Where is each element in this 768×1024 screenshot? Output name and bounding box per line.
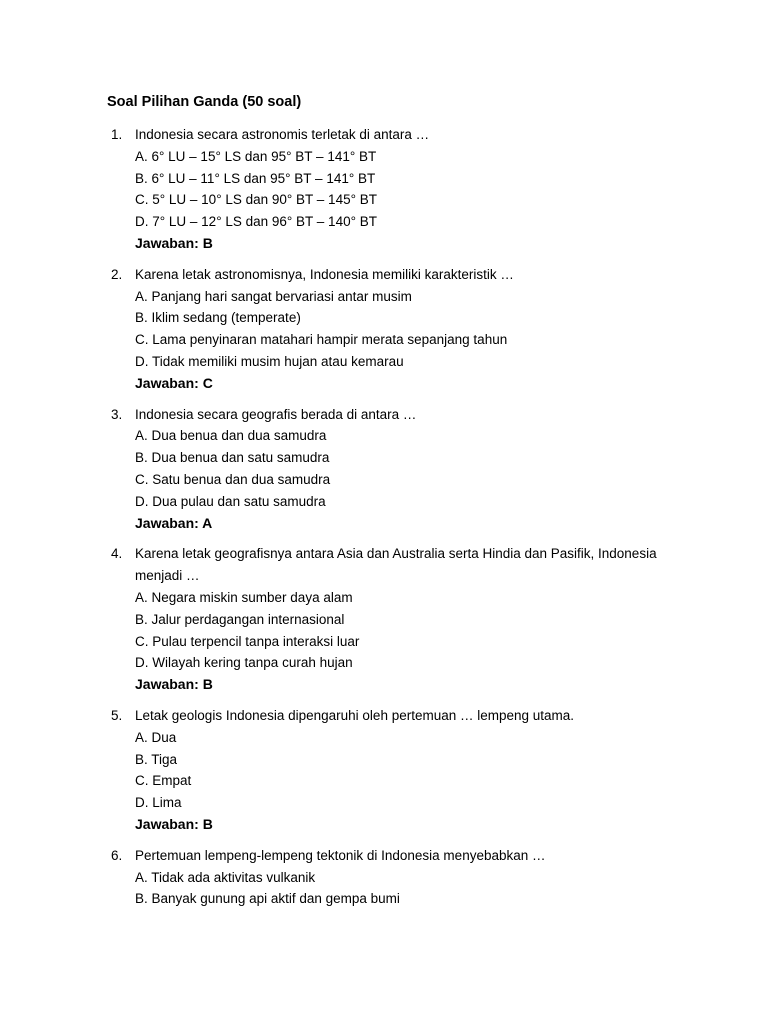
option-c: C. 5° LU – 10° LS dan 90° BT – 145° BT — [135, 192, 377, 208]
question-body — [135, 124, 675, 255]
answer-key: Jawaban: C — [135, 374, 213, 391]
question-item — [0, 845, 768, 910]
option-a: A. Dua benua dan dua samudra — [135, 428, 327, 444]
option-a: A. Dua — [135, 729, 177, 745]
question-text: Pertemuan lempeng-lempeng tektonik di Indonesia menyebabkan … — [135, 847, 546, 863]
answer-key: Jawaban: B — [135, 815, 213, 832]
option-b: B. Tiga — [135, 751, 178, 767]
option-b: B. Jalur perdagangan internasional — [135, 611, 345, 627]
option-d: D. Wilayah kering tanpa curah hujan — [135, 655, 353, 671]
question-text: Karena letak astronomisnya, Indonesia memiliki karakteristik … — [135, 266, 514, 282]
option-list — [135, 727, 675, 814]
question-number: 4. — [111, 546, 123, 562]
option-c: C. Lama penyinaran matahari hampir merata sepanjang tahun — [135, 332, 508, 348]
question-body — [135, 264, 675, 395]
option-a: A. Tidak ada aktivitas vulkanik — [135, 869, 316, 885]
option-d: D. Dua pulau dan satu samudra — [135, 493, 326, 509]
document-title: Soal Pilihan Ganda (50 soal) — [107, 94, 302, 110]
option-list — [135, 146, 675, 233]
option-list — [135, 286, 675, 373]
option-c: C. Satu benua dan dua samudra — [135, 471, 331, 487]
option-d: D. 7° LU – 12° LS dan 96° BT – 140° BT — [135, 214, 377, 230]
answer-key: Jawaban: B — [135, 234, 213, 251]
question-number: 6. — [111, 847, 123, 863]
option-c: C. Pulau terpencil tanpa interaksi luar — [135, 633, 360, 649]
question-body — [135, 404, 675, 535]
question-text: Indonesia secara geografis berada di antara … — [135, 406, 417, 422]
option-a: A. 6° LU – 15° LS dan 95° BT – 141° BT — [135, 148, 377, 164]
question-text: Indonesia secara astronomis terletak di antara … — [135, 127, 430, 142]
option-a: A. Negara miskin sumber daya alam — [135, 589, 353, 605]
question-text: Letak geologis Indonesia dipengaruhi oleh pertemuan … lempeng utama. — [135, 707, 575, 723]
option-b: B. 6° LU – 11° LS dan 95° BT – 141° BT — [135, 170, 376, 186]
option-c: C. Empat — [135, 773, 192, 789]
question-number: 3. — [111, 406, 123, 422]
option-a: A. Panjang hari sangat bervariasi antar musim — [135, 288, 412, 304]
question-body — [135, 845, 675, 910]
option-list — [135, 867, 675, 911]
option-list — [135, 587, 675, 674]
question-number: 1. — [111, 127, 123, 142]
answer-key: Jawaban: A — [135, 514, 213, 531]
option-d: D. Lima — [135, 795, 182, 811]
answer-key: Jawaban: B — [135, 676, 213, 693]
question-number: 5. — [111, 707, 123, 723]
question-body — [135, 705, 675, 836]
option-b: B. Banyak gunung api aktif dan gempa bumi — [135, 891, 400, 907]
question-item — [0, 543, 768, 696]
option-b: B. Iklim sedang (temperate) — [135, 310, 301, 326]
option-list — [135, 425, 675, 512]
question-text: Karena letak geografisnya antara Asia dan Australia serta Hindia dan Pasifik, Indonesia menjadi … — [135, 546, 657, 584]
question-number: 2. — [111, 266, 123, 282]
question-item — [0, 404, 768, 535]
question-body — [135, 543, 675, 696]
question-item — [0, 264, 768, 395]
option-d: D. Tidak memiliki musim hujan atau kemarau — [135, 353, 404, 369]
question-item — [0, 705, 768, 836]
question-list — [0, 124, 768, 919]
option-b: B. Dua benua dan satu samudra — [135, 450, 330, 466]
question-item — [0, 124, 768, 255]
